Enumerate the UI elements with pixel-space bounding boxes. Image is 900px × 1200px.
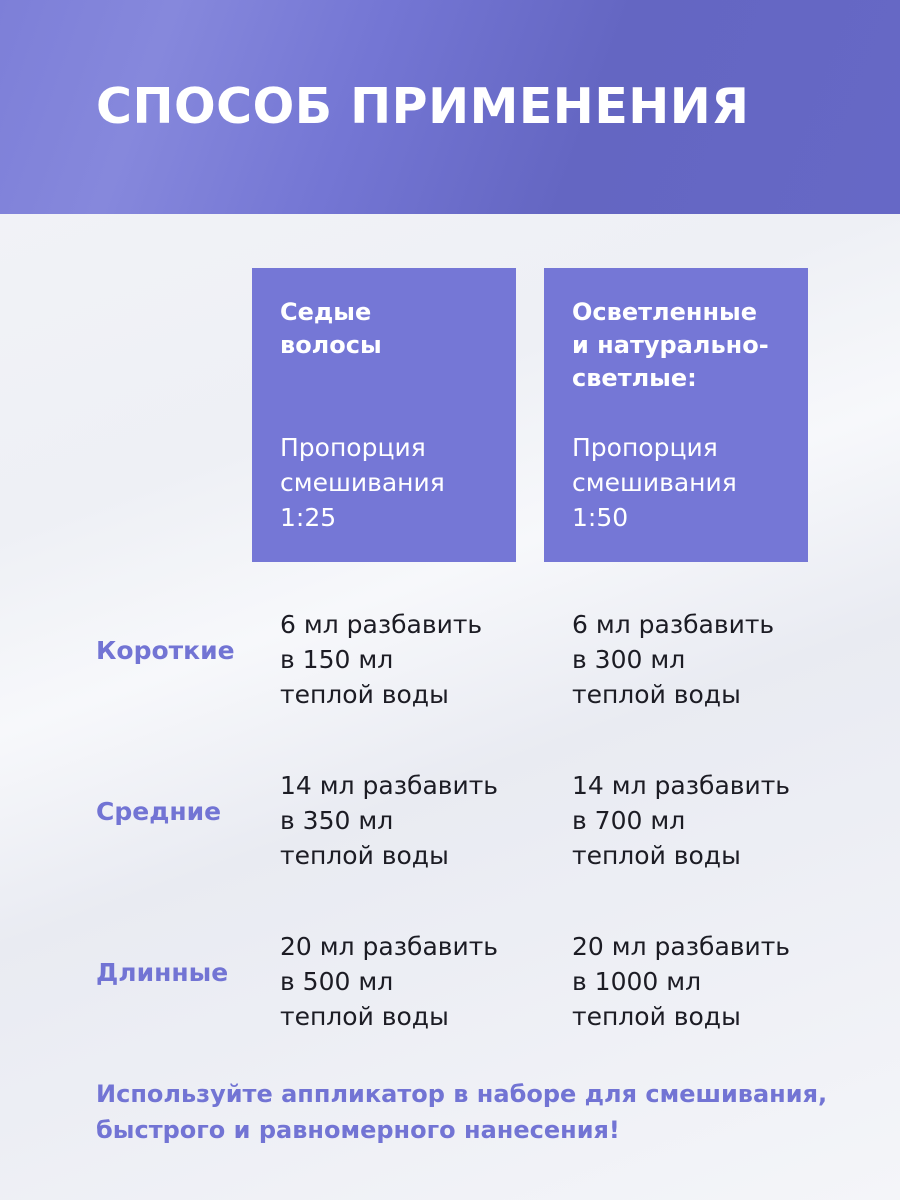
- column-title: Осветленные и натурально- светлые:: [572, 298, 769, 392]
- table-cell: 6 мл разбавить в 150 мл теплой воды: [280, 610, 483, 709]
- mixing-ratio: Пропорция смешивания 1:50: [572, 433, 737, 532]
- column-title: Седые волосы: [280, 298, 382, 359]
- column-header-light-hair: [544, 268, 808, 562]
- table-cell: 20 мл разбавить в 1000 мл теплой воды: [572, 932, 791, 1031]
- table-cell: 14 мл разбавить в 700 мл теплой воды: [572, 771, 791, 870]
- row-label-long: Длинные: [96, 958, 229, 987]
- table-cell: 14 мл разбавить в 350 мл теплой воды: [280, 771, 499, 870]
- mixing-ratio: Пропорция смешивания 1:25: [280, 433, 445, 532]
- table-cell: 20 мл разбавить в 500 мл теплой воды: [280, 932, 499, 1031]
- row-label-short: Короткие: [96, 636, 235, 665]
- table-cell: 6 мл разбавить в 300 мл теплой воды: [572, 610, 775, 709]
- header-banner: [0, 0, 900, 214]
- column-header-gray-hair: [252, 268, 516, 562]
- footer-note: Используйте аппликатор в наборе для смешивания, быстрого и равномерного нанесения!: [96, 1080, 828, 1144]
- row-label-medium: Средние: [96, 797, 222, 826]
- page-title: СПОСОБ ПРИМЕНЕНИЯ: [96, 78, 750, 135]
